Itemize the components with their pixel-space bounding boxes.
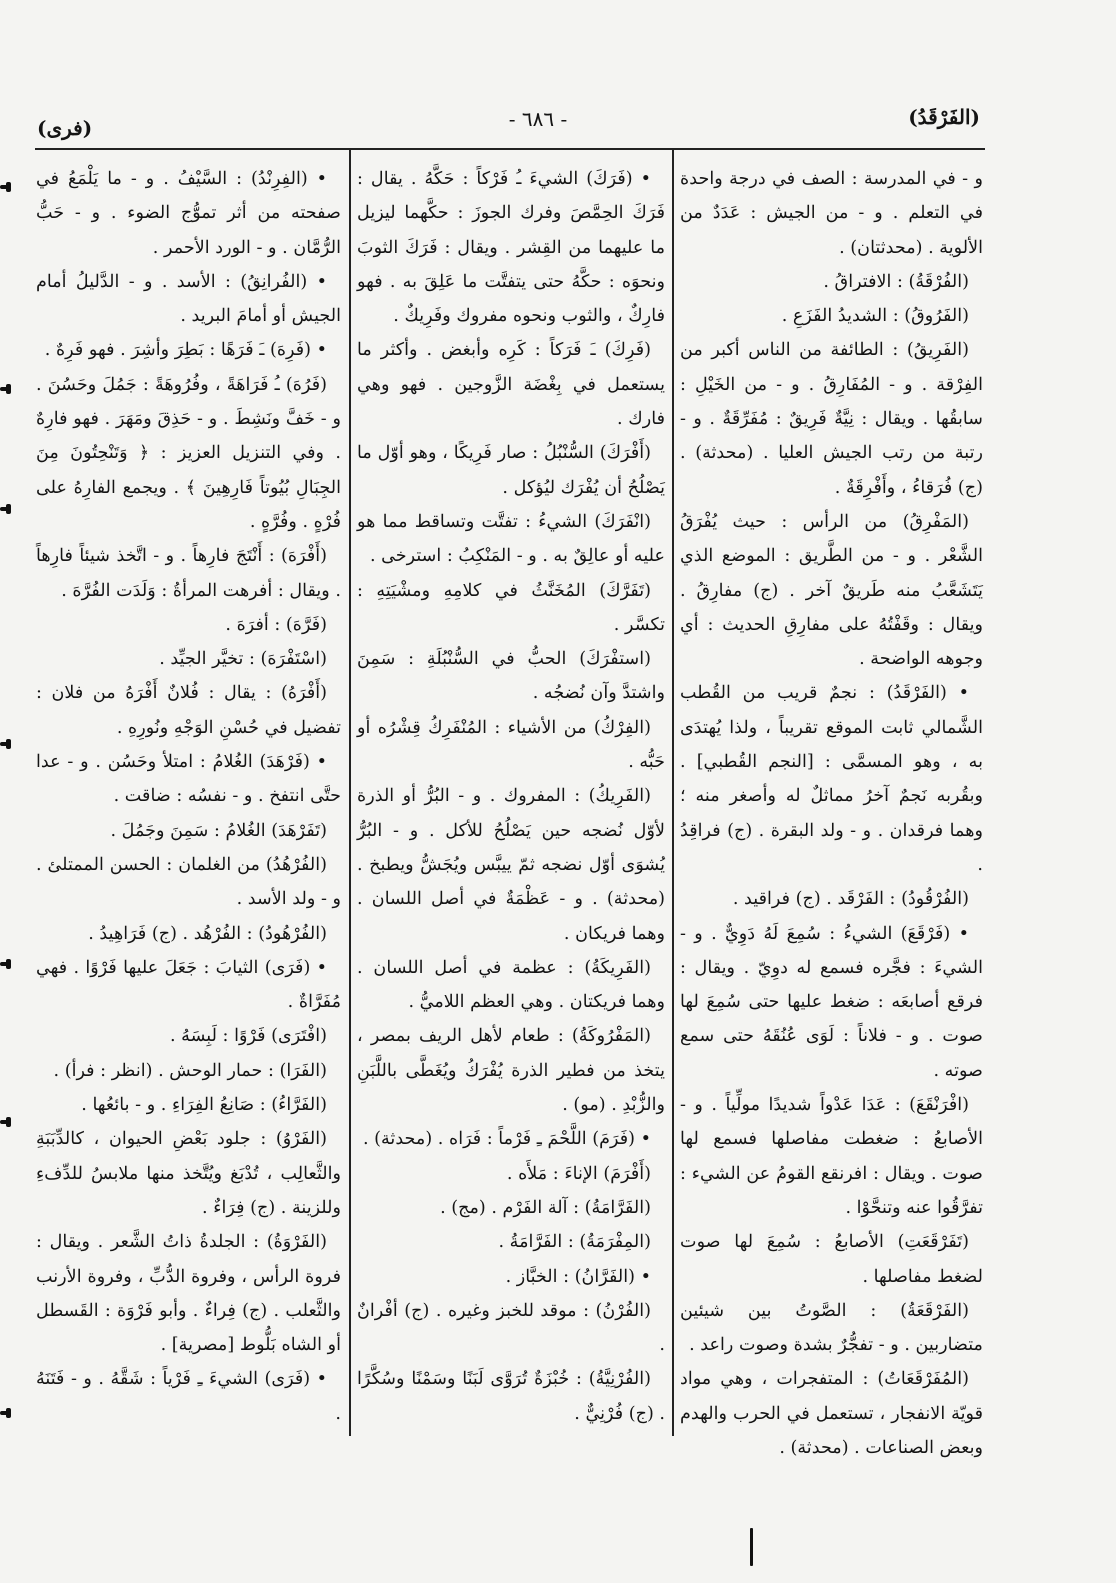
margin-marker [0, 183, 12, 191]
dictionary-entry: (المُفَرْقَعَاتُ) : المتفجرات ، وهي مواد قويّة الانفجار ، تستعمل في الحرب والهدم وبعض الصناعات . (محدثة) . [680, 1369, 983, 1458]
dictionary-entry: • (فَرْقَعَ) الشيءُ : سُمِعَ لَهُ دَوِيٌّ . و - الشيءَ : فجَّره فسمع له دوِيّ . ويقال : فرقع أصابعَه : ضغط عليها حتى سُمِعَ لها صوت . و - فلاناً : لَوَى عُنُقَهُ حتى سمع صوته . [680, 923, 983, 1081]
column-right [680, 162, 983, 1458]
dictionary-entry: (الفُرْهُدُ) من الغلمان : الحسن الممتلئ . و - ولد الأسد . [36, 854, 341, 910]
column-left [36, 162, 341, 1424]
page-number: - ٦٨٦ - [508, 107, 568, 131]
dictionary-entry: (اسْتَفْرَهَ) : تخيَّر الجيِّد . [159, 649, 327, 670]
margin-marker [0, 385, 12, 393]
dictionary-entry: (أَفْرَهَ) : أَنْتَجَ فارِهاً . و - اتَّخذ شيئاً فارِهاً . ويقال : أفرهت المرأةُ : وَلَدَت الفُرَّهَ . [36, 546, 341, 601]
margin-marker [0, 505, 12, 513]
dictionary-entry: (المَفْرِقُ) من الرأس : حيث يُفْرَقُ الشَّعْر . و - من الطَّريق : الموضع الذي يَتَشَعَّبُ منه طَريقٌ آخر . (ج) مفارِقُ . ويقال : وقَفْتُهُ على مفارِقِ الحديث : أي وجوهه الواضحة . [680, 511, 983, 670]
column-divider-right [672, 148, 674, 1436]
dictionary-entry: • (فَرْهَدَ) الغُلامُ : امتلأ وحَسُن . و - عدا حتَّى انتفخ . و - نفسُه : ضاقت . [36, 752, 341, 807]
dictionary-entry: (الفَرْوَةُ) : الجلدةُ ذاتُ الشَّعر . ويقال : فروة الرأس ، وفروة الدُّبِّ ، وفروة الأرنب والثَّعلب . (ج) فِراءٌ . وأبو فَرْوَة : القَسطل أو الشاه بَلُّوط [مصرية] . [36, 1232, 341, 1356]
running-head-right: (الفَرْقَدُ) [908, 105, 980, 129]
margin-marker [0, 1409, 12, 1417]
dictionary-entry: (أَفْرَهُ) : يقال : فُلانٌ أَفْرَهُ من فلان : تفضيل في حُسْنِ الوَجْهِ ونُورِهِ . [36, 683, 341, 738]
dictionary-entry: (المَفْرُوكَةُ) : طعام لأهل الريف بمصر ، يتخذ من فطير الذرة يُفْرَكُ ويُغَطَّى باللَّبَنِ والزُّبْدِ . (مو) . [357, 1026, 665, 1116]
dictionary-entry: • (الفَرَّانُ) : الخبَّاز . [505, 1266, 651, 1287]
dictionary-entry: (فَرَّهَ) : أفرَهَ . [225, 614, 327, 635]
column-middle [357, 162, 665, 1424]
dictionary-entry: (الفَرِيقُ) : الطائفة من الناس أكبر من الفِرْقة . و - المُفَارِقُ . و - من الخَيْلِ : سابقُها . ويقال : نِيَّةٌ فَرِيقٌ : مُفَرِّقَةٌ . و - رتبة من رتب الجيش العليا . (محدثة) . (ج) فُرَقاءُ ، وأَفْرِقَةٌ . [680, 340, 983, 498]
dictionary-entry: (الفَرَّاءُ) : صَانِعُ الفِرَاءِ . و - بائعُها . [81, 1095, 327, 1116]
dictionary-entry: (الفِرْكُ) من الأشياء : المُنْفَرِكُ قِشْرُه أو حَبُّه . [357, 717, 665, 773]
dictionary-entry: • (الفِرِنْدُ) : السَّيْفُ . و - ما يَلْمَعُ في صفحته من أثر تموُّج الضوء . و - حَبُّ الرُّمَّان . و - الورد الأحمر . [36, 169, 341, 258]
dictionary-entry: و - في المدرسة : الصف في درجة واحدة في التعلم . و - من الجيش : عَدَدٌ من الألوية . (محدثتان) . [680, 169, 983, 258]
dictionary-entry: (تَفَرْهَدَ) الغُلامُ : سَمِنَ وجَمُلَ . [110, 820, 327, 841]
dictionary-entry: (الفَرَّامَةُ) : آلة الفَرْم . (مج) . [440, 1197, 651, 1218]
dictionary-entry: (تَفَرَّكَ) المُخَنَّثُ في كلامِهِ ومشْيَتِهِ : تكسَّر . [357, 580, 665, 635]
column-divider-left [349, 148, 351, 1436]
dictionary-entry: (الفُرْهُودُ) : الفُرْهُد . (ج) فَرَاهِيدُ . [88, 923, 327, 944]
dictionary-entry: (استفْرَكَ) الحبُّ في السُّنْبُلَةِ : سَمِنَ واشتدَّ وآن نُضجُه . [357, 649, 665, 704]
dictionary-entry: (الفَرْقَعَةُ) : الصَّوتُ بين شيئين متضاربين . و - تفجُّرٌ بشدة وصوت راعد . [680, 1300, 983, 1356]
dictionary-entry: (المِفْرَمَةُ) : الفَرَّامَةُ . [498, 1232, 651, 1253]
dictionary-entry: (فَرِكَ) ـَ فَرَكاً : كَرِه وأبغض . وأكثر ما يستعمل في بِغْضَة الزَّوجين . فهو وهي فارك . [357, 340, 665, 430]
margin-marker [0, 960, 12, 968]
dictionary-entry: (الفُرْنُ) : موقد للخبز وغيره . (ج) أفْرانٌ . [357, 1300, 665, 1356]
dictionary-entry: • (الفَرْقَدُ) : نجمٌ قريب من القُطب الشَّمالي ثابت الموقع تقريباً ، ولذا يُهتدَى به ، وهو المسمَّى : [النجم القُطبي] . وبقُربه نَجمٌ آخرُ مماثلٌ له وأصغر منه ؛ وهما فرقدان . و - ولد البقرة . (ج) فراقِدُ . [680, 683, 983, 875]
footer-tick-mark [750, 1528, 753, 1566]
dictionary-entry: (الفُرْقُودُ) : الفَرْقَد . (ج) فراقيد . [732, 889, 969, 910]
dictionary-entry: (الفُرْنِيَّةُ) : خُبْزَةٌ تُرَوَّى لَبَنًا وسَمْنًا وسُكَّرًا . (ج) فُرْنِيٌّ . [357, 1369, 665, 1424]
dictionary-entry: (الفَرِيكَةُ) : عظمة في أصل اللسان . وهما فريكتان . وهي العظم اللاميُّ . [357, 957, 665, 1013]
margin-marker [0, 1118, 12, 1126]
dictionary-entry: • (فَرَى) الشيءَ ـِ فَرْياً : شَقَّهُ . و - فَتَنَهُ . [36, 1369, 341, 1424]
dictionary-entry: (الفَرِيكُ) : المفروك . و - البُرُّ أو الذرة لأوّل نُضجه حين يَصْلُحُ للأكل . و - البُرُّ يُشوَى أوّل نضجه ثمّ ييبَّس ويُجَشُّ ويطبخ . (محدثة) . و - عَظْمَةٌ في أصل اللسان . وهما فريكان . [357, 786, 665, 944]
dictionary-entry: (الفَرُوقُ) : الشديدُ الفَزَعِ . [781, 306, 969, 327]
dictionary-entry: (افْتَرَى) فَرْوًا : لَبِسَهُ . [169, 1026, 327, 1047]
dictionary-entry: (انْفَرَكَ) الشيءُ : تفتَّت وتساقط مما هو عليه أو عالِقٌ به . و - المَنْكِبُ : استرخى . [357, 511, 665, 567]
dictionary-entry: • (فَرَى) الثيابَ : جَعَلَ عليها فَرْوًا . فهي مُفَرَّاةٌ . [36, 957, 341, 1013]
margin-marker [0, 740, 12, 748]
dictionary-entry: (الفُرْقَةُ) : الافتراقُ . [823, 271, 969, 292]
dictionary-entry: (أَفْرَكَ) السُّنْبُلُ : صار فَرِيكًا ، وهو أوّل ما يَصْلُحُ أن يُفْرَك ليُؤكل . [357, 443, 665, 498]
header-rule [35, 148, 985, 150]
dictionary-entry: (افْرَنْقَعَ) : عَدَا عَدْواً شديدًا مولِّياً . و - الأصابعُ : ضغطت مفاصلها فسمع لها صوت . ويقال : افرنقع القومُ عن الشيء : تفرَّقُوا عنه وتنحَّوْا . [680, 1095, 983, 1218]
running-head-left: (فرى) [37, 116, 93, 140]
dictionary-entry: • (فَرِهَ) ـَ فَرَهًا : بَطِرَ وأشِرَ . فهو فَرِهٌ . [44, 340, 327, 361]
dictionary-entry: • (الفُرانِقُ) : الأسد . و - الدَّليلُ أمام الجيش أو أمامَ البريد . [36, 271, 341, 327]
dictionary-entry: (تَفَرْقَعَتِ) الأصابعُ : سُمِعَ لها صوت لضغط مفاصلها . [680, 1232, 983, 1287]
dictionary-entry: (أَفْرَمَ) الإناءَ : مَلأَه . [506, 1163, 651, 1184]
dictionary-entry: • (فَرَمَ) اللَّحْمَ ـِ فَرْماً : فَرَاه . (محدثة) . [362, 1129, 651, 1150]
dictionary-entry: (الفَرْوُ) : جلود بَعْضِ الحيوان ، كالدِّبَبَةِ والثَّعالِب ، تُدْبَغ ويُتَّخذ منها ملابسُ للدِّفءِ وللزينة . (ج) فِرَاءٌ . [36, 1129, 341, 1218]
dictionary-entry: • (فَرَكَ) الشيءَ ـُ فَرْكاً : حَكَّهُ . يقال : فَرَكَ الحِمَّصَ وفرك الجوزَ : حكَّهما ليزيل ما عليهما من القِشر . ويقال : فَرَكَ الثوبَ ونحوَه : حكَّهُ حتى يتفتَّت ما عَلِقَ به . فهو فارِكٌ ، والثوب ونحوه مفروك وفَرِيكٌ . [357, 169, 665, 327]
dictionary-entry: (فَرُهَ) ـُ فَرَاهَةً ، وفُرُوهَةً : جَمُلَ وحَسُنَ . و - خَفَّ ونَشِطَ . و - حَذِقَ ومَهَرَ . فهو فارِهٌ . وفي التنزيل العزيز : ﴿ وَتَنْحِتُونَ مِنَ الجِبَالِ بُيُوتاً فَارِهِينَ ﴾ . ويجمع الفارِهُ على فُرْهٍ . وفُرَّهٍ . [36, 374, 341, 532]
dictionary-entry: (الفَرَا) : حمار الوحش . (انظر : فرأ) . [53, 1060, 327, 1081]
